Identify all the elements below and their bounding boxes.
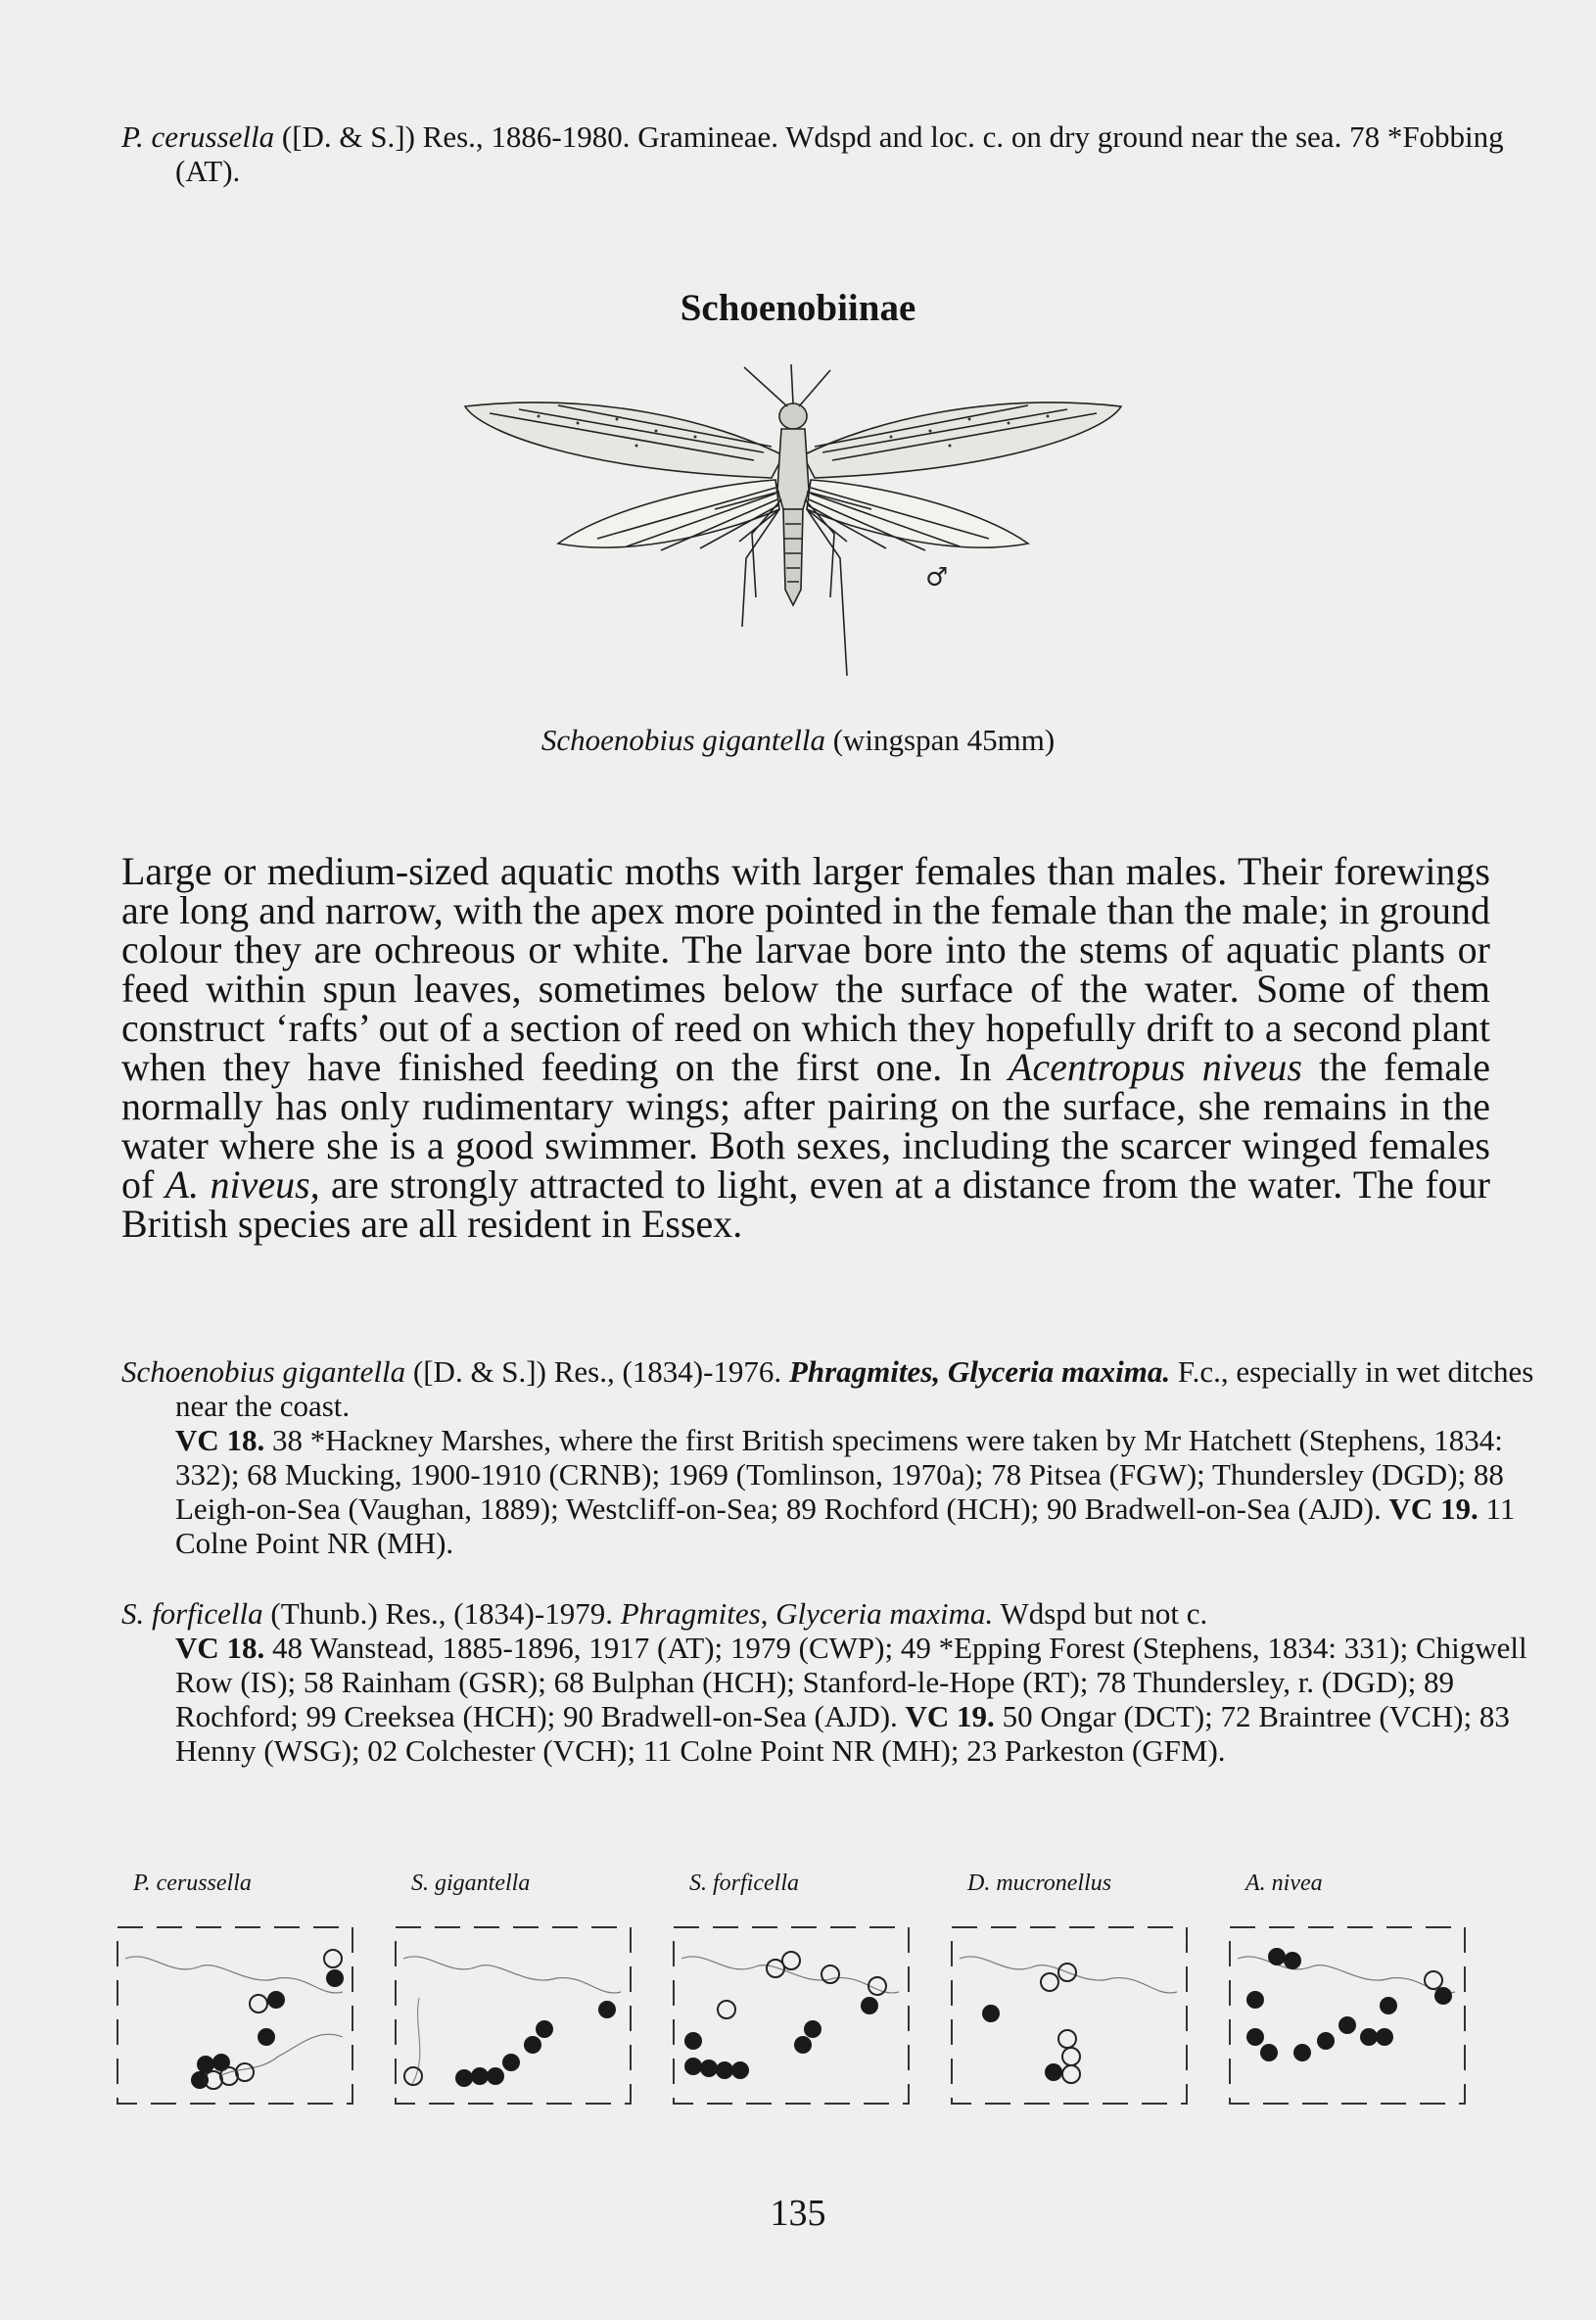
map-frame xyxy=(1224,1919,1475,2115)
entry-p-cerussella xyxy=(121,119,1544,188)
intro-text-1: Large or medium-sized aquatic moths with larger females than males. Their forewings are long and narrow, with the apex more pointed in the female than the male; in ground colour they are ochreous or white. The larvae bore into the stems of aquatic plants or feed within spun leaves, sometimes below the surface of the water. Some of them construct ‘rafts’ out of a section of reed on which they hopefully drift to a second plant when they have finished feeding on the first one. In xyxy=(121,849,1490,1089)
intro-paragraph xyxy=(121,849,1490,1246)
entry-status: (Thunb.) Res., (1834)-1979. xyxy=(262,1596,621,1631)
intro-species-1: Acentropus niveus xyxy=(1008,1045,1302,1089)
vc18-label: VC 18. xyxy=(175,1423,265,1457)
caption-species: Schoenobius gigantella xyxy=(540,723,825,757)
entry-habitat: Wdspd but not c. xyxy=(993,1596,1208,1631)
map-title: P. cerussella xyxy=(133,1870,252,1896)
sex-symbol: ♂ xyxy=(925,563,949,592)
map-s-forficella xyxy=(668,1870,918,2135)
vc19-records: 11 Colne Point NR (MH). xyxy=(175,1491,1516,1560)
entry-records xyxy=(175,1631,1544,1768)
entry-foodplant: Phragmites, Glyceria maxima. xyxy=(620,1596,994,1631)
species-name: S. forficella xyxy=(121,1596,263,1631)
map-d-mucronellus xyxy=(946,1870,1197,2135)
map-s-gigantella xyxy=(390,1870,640,2135)
vc19-label: VC 19. xyxy=(1388,1491,1479,1526)
entry-status: ([D. & S.]) Res., (1834)-1976. xyxy=(405,1354,789,1389)
intro-species-2: A. niveus, xyxy=(164,1162,320,1207)
map-frame xyxy=(112,1919,362,2115)
intro-text-2: the female normally has only rudimentary wings; after pairing on the surface, she remains in the water where she is a good swimmer. Both sexes, including the scarcer winged females of xyxy=(121,1045,1490,1207)
vc19-label: VC 19. xyxy=(905,1699,995,1733)
map-title: S. forficella xyxy=(689,1870,799,1896)
section-heading: Schoenobiinae xyxy=(680,287,916,329)
intro-text-3: are strongly attracted to light, even at a distance from the water. The four British species are all resident in Essex. xyxy=(121,1162,1490,1246)
map-frame xyxy=(390,1919,640,2115)
map-frame xyxy=(668,1919,918,2115)
species-name: Schoenobius gigantella xyxy=(121,1354,406,1389)
entry-s-gigantella xyxy=(121,1354,1544,1560)
map-a-nivea xyxy=(1224,1870,1475,2135)
map-title: S. gigantella xyxy=(411,1870,531,1896)
caption-text: (wingspan 45mm) xyxy=(824,723,1056,757)
distribution-maps xyxy=(112,1870,1502,2135)
entry-foodplant: Phragmites, Glyceria maxima. xyxy=(788,1354,1171,1389)
map-frame xyxy=(946,1919,1197,2115)
figure-caption xyxy=(0,723,1596,758)
vc18-records: 38 *Hackney Marshes, where the first British specimens were taken by Mr Hatchett (Stephens, 1834: 332); 68 Mucking, 1900-1910 (CRNB); 1969 (Tomlinson, 1970a); 78 Pitsea (FGW); Thundersley (DGD); 88 Leigh-on-Sea (Vaughan, 1889); Westcliff-on-Sea; 89 Rochford (HCH); 90 Bradwell-on-Sea (AJD). xyxy=(175,1423,1504,1526)
vc19-records: 50 Ongar (DCT); 72 Braintree (VCH); 83 Henny (WSG); 02 Colchester (VCH); 11 Colne Point NR (MH); 23 Parkeston (GFM). xyxy=(175,1699,1510,1768)
vc18-label: VC 18. xyxy=(175,1631,265,1665)
entry-text: ([D. & S.]) Res., 1886-1980. Gramineae. Wdspd and loc. c. on dry ground near the sea. 78 *Fobbing (AT). xyxy=(175,119,1504,188)
vc18-records: 48 Wanstead, 1885-1896, 1917 (AT); 1979 (CWP); 49 *Epping Forest (Stephens, 1834: 331); Chigwell Row (IS); 58 Rainham (GSR); 68 Bulphan (HCH); Stanford-le-Hope (RT); 78 Thundersley, r. (DGD); 89 Rochford; 99 Creeksea (HCH); 90 Bradwell-on-Sea (AJD). xyxy=(175,1631,1527,1733)
moth-illustration xyxy=(460,362,1126,695)
map-p-cerussella xyxy=(112,1870,362,2135)
entry-records xyxy=(175,1423,1544,1560)
page-number: 135 xyxy=(770,2193,826,2234)
map-title: A. nivea xyxy=(1245,1870,1323,1896)
entry-habitat: F.c., especially in wet ditches near the coast. xyxy=(175,1354,1534,1423)
species-name: P. cerussella xyxy=(121,119,275,154)
entry-s-forficella xyxy=(121,1596,1544,1768)
map-title: D. mucronellus xyxy=(967,1870,1112,1896)
